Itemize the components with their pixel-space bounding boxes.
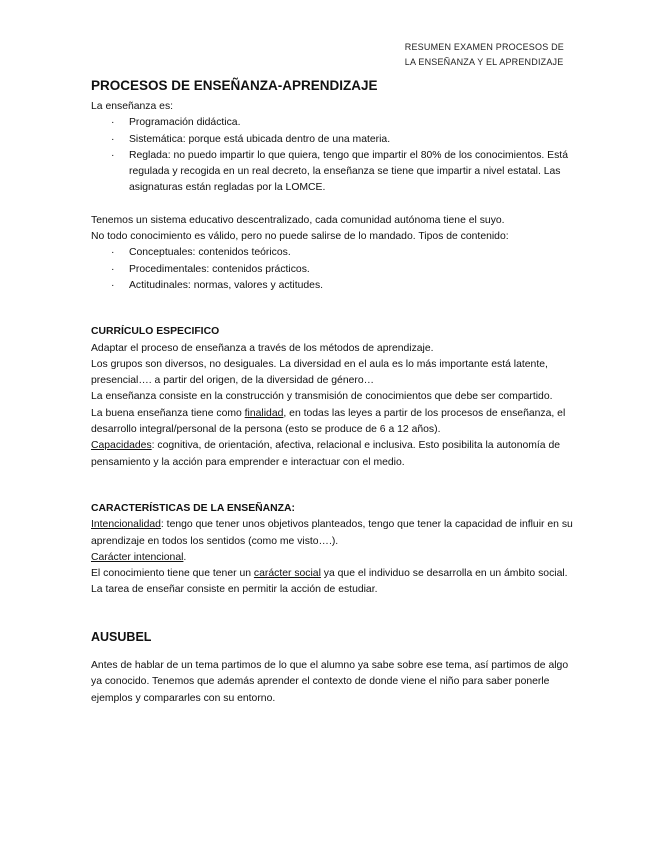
paragraph: La tarea de enseñar consiste en permitir la acción de estudiar. [91,584,378,596]
teaching-list [91,115,575,196]
list-item: · Programación didáctica. [91,115,575,131]
underlined-term: carácter social [253,568,321,580]
paragraph: La enseñanza consiste en la construcción y transmisión de conocimientos que debe ser compartido. [91,391,553,403]
bullet-icon: · [111,133,115,145]
section-heading-ausubel: AUSUBEL [91,629,152,644]
bullet-icon: · [111,117,115,129]
bullet-icon: · [111,149,115,161]
paragraph: Tenemos un sistema educativo descentralizado, cada comunidad autónoma tiene el suyo. [91,214,505,226]
list-item: · Conceptuales: contenidos teóricos. [91,245,575,261]
list-item: · Sistemática: porque está ubicada dentro de una materia. [91,132,575,148]
underlined-term: Carácter intencional [91,551,184,563]
list-item: · Reglada: no puedo impartir lo que quiera, tengo que impartir el 80% de los conocimientos. Está regulada y recogida en un real decreto, la enseñanza se tiene que impartir a nivel estatal. Las asignaturas están regladas por la LOMCE. [111,149,568,194]
paragraph: No todo conocimiento es válido, pero no puede salirse de lo mandado. Tipos de contenido: [91,231,509,243]
paragraph: El conocimiento tiene que tener un carácter social ya que el individuo se desarrolla en un ámbito social. [91,568,568,580]
section-heading-curriculo: CURRÍCULO ESPECIFICO [91,326,220,338]
header-line-2: LA ENSEÑANZA Y EL APRENDIZAJE [404,57,564,67]
paragraph: Adaptar el proceso de enseñanza a través de los métodos de aprendizaje. [91,342,434,354]
header-line-1: RESUMEN EXAMEN PROCESOS DE [404,42,564,52]
bullet-icon: · [111,279,115,291]
paragraph: Intencionalidad: tengo que tener unos objetivos planteados, tengo que tener la capacidad de influir en su aprendizaje en todos los sentidos (como me visto….). [91,519,573,547]
paragraph: Antes de hablar de un tema partimos de lo que el alumno ya sabe sobre ese tema, así partimos de algo ya conocido. Tenemos que además aprender el contexto de donde viene el niño para saber ponerle ejemplos y compararles con su entorno. [91,660,569,704]
underlined-term: finalidad [244,407,284,419]
paragraph: La buena enseñanza tiene como finalidad, en todas las leyes a partir de los procesos de enseñanza, el desarrollo integral/personal de la persona (esto se produce de 6 a 12 años). [91,407,566,436]
paragraph: Carácter intencional. [91,551,187,563]
content-types-list [91,245,575,294]
list-item: · Actitudinales: normas, valores y actitudes. [91,278,575,294]
paragraph: Los grupos son diversos, no desiguales. La diversidad en el aula es lo más importante está latente, presencial…. a partir del origen, de la diversidad de género… [91,358,548,387]
page-header [405,40,564,70]
bullet-icon: · [111,263,115,275]
paragraph: Capacidades: cognitiva, de orientación, afectiva, relacional e inclusiva. Esto posibilita la autonomía de pensamiento y la acción para emprender e interactuar con el medio. [91,440,561,468]
list-item: · Procedimentales: contenidos prácticos. [91,262,575,278]
document-body [91,77,575,707]
underlined-term: Capacidades [91,440,152,452]
bullet-icon: · [111,247,115,259]
underlined-term: Intencionalidad [91,519,161,531]
section-heading-caracteristicas: CARACTERÍSTICAS DE LA ENSEÑANZA: [91,502,295,514]
intro-text: La enseñanza es: [91,101,174,112]
document-title: PROCESOS DE ENSEÑANZA-APRENDIZAJE [91,78,378,93]
